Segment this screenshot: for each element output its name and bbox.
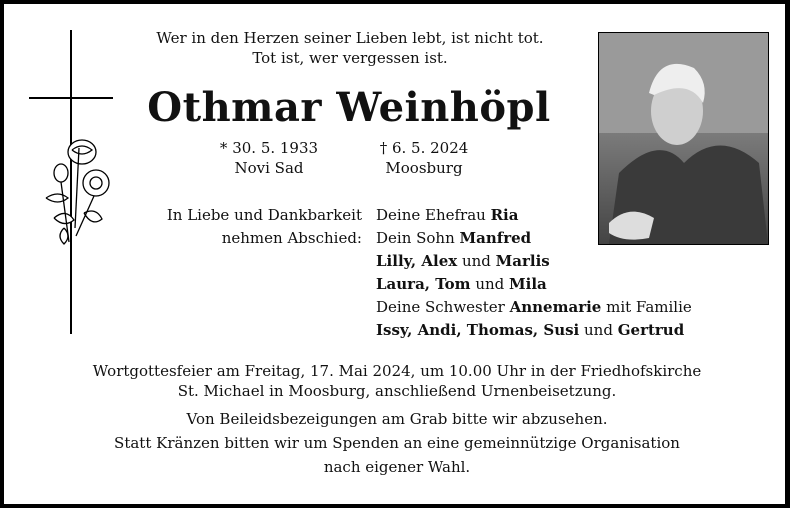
mourner-name: Mila bbox=[509, 275, 547, 293]
condolence-note: Von Beileidsbezeigungen am Grab bitte wir abzusehen. bbox=[186, 410, 608, 428]
cross-with-roses-icon bbox=[24, 28, 124, 338]
mourner-name: Gertrud bbox=[617, 321, 685, 339]
mourner-name: Laura, Tom bbox=[376, 275, 471, 293]
donation-note: Statt Kränzen bitten wir um Spenden an eine gemeinnützige Organisation bbox=[114, 434, 680, 452]
service-info-line: Wortgottesfeier am Freitag, 17. Mai 2024, um 10.00 Uhr in der Friedhofskirche bbox=[92, 362, 702, 380]
death-place: Moosburg bbox=[385, 159, 463, 177]
deceased-name: Othmar Weinhöpl bbox=[147, 84, 551, 131]
mourner-name: Ria bbox=[490, 206, 519, 224]
mourner-line bbox=[376, 274, 547, 294]
mourner-name: Issy, Andi, Thomas, Susi bbox=[376, 321, 580, 339]
death-date: † 6. 5. 2024 bbox=[379, 139, 469, 157]
mourner-line bbox=[376, 251, 550, 271]
mourner-text: Deine Schwester bbox=[376, 298, 510, 316]
mourner-name: Marlis bbox=[495, 252, 550, 270]
mourner-text: mit Familie bbox=[601, 298, 692, 316]
mourner-text: Dein Sohn bbox=[376, 229, 460, 247]
birth-place: Novi Sad bbox=[234, 159, 304, 177]
mourner-name: Manfred bbox=[459, 229, 532, 247]
birth-date: * 30. 5. 1933 bbox=[219, 139, 319, 157]
mourner-name: Lilly, Alex bbox=[376, 252, 458, 270]
farewell-line: In Liebe und Dankbarkeit bbox=[166, 206, 362, 224]
mourner-line bbox=[376, 320, 684, 340]
mourner-text: und bbox=[457, 252, 496, 270]
service-info-line: St. Michael in Moosburg, anschließend Urnenbeisetzung. bbox=[177, 382, 617, 400]
mourner-text: und bbox=[579, 321, 618, 339]
mourner-text: und bbox=[470, 275, 510, 293]
donation-note: nach eigener Wahl. bbox=[323, 458, 471, 476]
quote-line: Wer in den Herzen seiner Lieben lebt, ist nicht tot. bbox=[156, 29, 544, 47]
mourner-text: Deine Ehefrau bbox=[376, 206, 491, 224]
mourner-line bbox=[376, 228, 531, 248]
mourner-line bbox=[376, 297, 692, 317]
farewell-line: nehmen Abschied: bbox=[221, 229, 362, 247]
quote-line: Tot ist, wer vergessen ist. bbox=[252, 49, 448, 67]
mourner-line bbox=[376, 205, 518, 225]
portrait-photo bbox=[598, 32, 769, 245]
mourner-name: Annemarie bbox=[509, 298, 602, 316]
